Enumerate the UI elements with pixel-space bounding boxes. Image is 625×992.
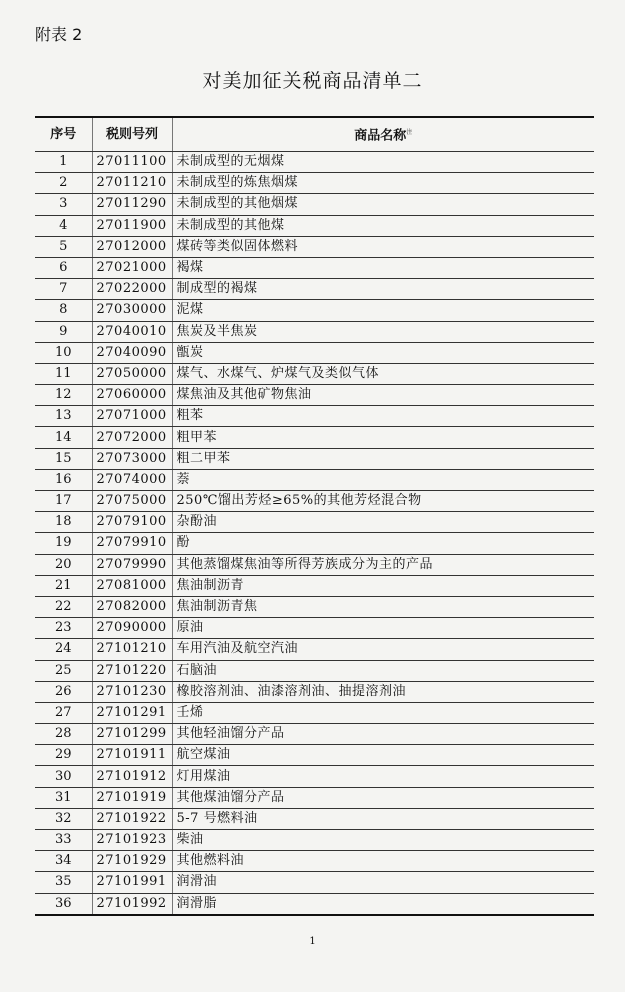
cell-code: 27040090	[92, 342, 172, 363]
cell-seq: 10	[35, 342, 92, 363]
table-row	[35, 257, 594, 278]
table-row	[35, 596, 594, 617]
cell-name: 制成型的褐煤	[172, 279, 594, 300]
table-row	[35, 702, 594, 723]
cell-name: 车用汽油及航空汽油	[172, 639, 594, 660]
cell-code: 27101922	[92, 808, 172, 829]
cell-name: 灯用煤油	[172, 766, 594, 787]
appendix-label: 附表 2	[35, 25, 83, 44]
cell-seq: 36	[35, 893, 92, 915]
table-row	[35, 554, 594, 575]
cell-name: 航空煤油	[172, 745, 594, 766]
table-row	[35, 385, 594, 406]
cell-name: 石脑油	[172, 660, 594, 681]
cell-name: 柴油	[172, 830, 594, 851]
cell-code: 27101992	[92, 893, 172, 915]
cell-name: 橡胶溶剂油、油漆溶剂油、抽提溶剂油	[172, 681, 594, 702]
table-row	[35, 194, 594, 215]
cell-code: 27101210	[92, 639, 172, 660]
cell-seq: 30	[35, 766, 92, 787]
cell-seq: 19	[35, 533, 92, 554]
cell-seq: 6	[35, 257, 92, 278]
cell-name: 未制成型的其他烟煤	[172, 194, 594, 215]
tariff-list-table	[35, 116, 594, 916]
cell-code: 27101923	[92, 830, 172, 851]
table-row	[35, 872, 594, 893]
cell-name: 褐煤	[172, 257, 594, 278]
cell-name: 萘	[172, 469, 594, 490]
cell-name: 焦油制沥青焦	[172, 596, 594, 617]
table-row	[35, 279, 594, 300]
table-row	[35, 851, 594, 872]
table-row	[35, 363, 594, 384]
table-row	[35, 575, 594, 596]
table-row	[35, 342, 594, 363]
table-row	[35, 893, 594, 915]
cell-code: 27075000	[92, 491, 172, 512]
cell-seq: 27	[35, 702, 92, 723]
cell-seq: 26	[35, 681, 92, 702]
cell-seq: 5	[35, 236, 92, 257]
cell-code: 27101220	[92, 660, 172, 681]
cell-name: 其他蒸馏煤焦油等所得芳族成分为主的产品	[172, 554, 594, 575]
cell-code: 27079100	[92, 512, 172, 533]
cell-name: 其他燃料油	[172, 851, 594, 872]
cell-seq: 4	[35, 215, 92, 236]
table-row	[35, 724, 594, 745]
cell-name: 未制成型的其他煤	[172, 215, 594, 236]
cell-name: 其他煤油馏分产品	[172, 787, 594, 808]
table-row	[35, 830, 594, 851]
cell-code: 27101911	[92, 745, 172, 766]
cell-seq: 23	[35, 618, 92, 639]
cell-seq: 24	[35, 639, 92, 660]
table-row	[35, 300, 594, 321]
cell-seq: 1	[35, 152, 92, 173]
table-row	[35, 533, 594, 554]
table-row	[35, 491, 594, 512]
cell-name: 5-7 号燃料油	[172, 808, 594, 829]
table-row	[35, 215, 594, 236]
table-row	[35, 660, 594, 681]
table-row	[35, 173, 594, 194]
column-header-name-label: 商品名称	[354, 128, 407, 144]
cell-code: 27030000	[92, 300, 172, 321]
cell-seq: 2	[35, 173, 92, 194]
cell-code: 27011900	[92, 215, 172, 236]
cell-code: 27082000	[92, 596, 172, 617]
cell-name: 润滑油	[172, 872, 594, 893]
table-row	[35, 512, 594, 533]
cell-code: 27101912	[92, 766, 172, 787]
cell-name: 粗二甲苯	[172, 448, 594, 469]
cell-code: 27050000	[92, 363, 172, 384]
table-row	[35, 448, 594, 469]
cell-code: 27101291	[92, 702, 172, 723]
cell-name: 煤砖等类似固体燃料	[172, 236, 594, 257]
table-body	[35, 152, 594, 915]
cell-code: 27060000	[92, 385, 172, 406]
cell-name: 甑炭	[172, 342, 594, 363]
cell-seq: 21	[35, 575, 92, 596]
cell-code: 27079910	[92, 533, 172, 554]
table-row	[35, 236, 594, 257]
cell-name: 煤气、水煤气、炉煤气及类似气体	[172, 363, 594, 384]
cell-code: 27073000	[92, 448, 172, 469]
cell-code: 27012000	[92, 236, 172, 257]
cell-code: 27081000	[92, 575, 172, 596]
column-header-name	[172, 117, 594, 152]
cell-seq: 17	[35, 491, 92, 512]
cell-seq: 18	[35, 512, 92, 533]
cell-code: 27074000	[92, 469, 172, 490]
table-row	[35, 152, 594, 173]
cell-code: 27101230	[92, 681, 172, 702]
cell-seq: 9	[35, 321, 92, 342]
cell-seq: 14	[35, 427, 92, 448]
table-row	[35, 808, 594, 829]
cell-seq: 11	[35, 363, 92, 384]
cell-name: 原油	[172, 618, 594, 639]
column-header-seq: 序号	[35, 117, 92, 152]
table-row	[35, 745, 594, 766]
cell-seq: 29	[35, 745, 92, 766]
cell-name: 杂酚油	[172, 512, 594, 533]
cell-name: 焦油制沥青	[172, 575, 594, 596]
cell-seq: 20	[35, 554, 92, 575]
cell-name: 壬烯	[172, 702, 594, 723]
cell-code: 27090000	[92, 618, 172, 639]
cell-seq: 12	[35, 385, 92, 406]
table-row	[35, 787, 594, 808]
cell-code: 27022000	[92, 279, 172, 300]
cell-name: 焦炭及半焦炭	[172, 321, 594, 342]
cell-seq: 33	[35, 830, 92, 851]
cell-code: 27101299	[92, 724, 172, 745]
cell-code: 27101991	[92, 872, 172, 893]
cell-name: 未制成型的炼焦烟煤	[172, 173, 594, 194]
cell-seq: 8	[35, 300, 92, 321]
document-title: 对美加征关税商品清单二	[202, 70, 423, 92]
table-row	[35, 427, 594, 448]
table-row	[35, 618, 594, 639]
cell-code: 27011100	[92, 152, 172, 173]
table-row	[35, 681, 594, 702]
column-header-note: 注	[406, 128, 413, 136]
cell-name: 未制成型的无烟煤	[172, 152, 594, 173]
table-header-row	[35, 117, 594, 152]
cell-code: 27101929	[92, 851, 172, 872]
cell-code: 27011290	[92, 194, 172, 215]
cell-code: 27101919	[92, 787, 172, 808]
cell-name: 煤焦油及其他矿物焦油	[172, 385, 594, 406]
cell-seq: 16	[35, 469, 92, 490]
cell-code: 27040010	[92, 321, 172, 342]
cell-seq: 22	[35, 596, 92, 617]
cell-seq: 34	[35, 851, 92, 872]
page-number: 1	[309, 936, 316, 947]
cell-code: 27011210	[92, 173, 172, 194]
cell-code: 27079990	[92, 554, 172, 575]
cell-name: 润滑脂	[172, 893, 594, 915]
table-row	[35, 766, 594, 787]
table-row	[35, 469, 594, 490]
cell-seq: 31	[35, 787, 92, 808]
cell-seq: 28	[35, 724, 92, 745]
cell-code: 27021000	[92, 257, 172, 278]
table-row	[35, 321, 594, 342]
cell-name: 粗甲苯	[172, 427, 594, 448]
cell-seq: 35	[35, 872, 92, 893]
cell-seq: 7	[35, 279, 92, 300]
cell-name: 泥煤	[172, 300, 594, 321]
cell-seq: 13	[35, 406, 92, 427]
cell-name: 粗苯	[172, 406, 594, 427]
cell-name: 其他轻油馏分产品	[172, 724, 594, 745]
column-header-code: 税则号列	[92, 117, 172, 152]
table-row	[35, 639, 594, 660]
cell-name: 酚	[172, 533, 594, 554]
cell-seq: 15	[35, 448, 92, 469]
cell-name: 250℃馏出芳烃≥65%的其他芳烃混合物	[172, 491, 594, 512]
cell-seq: 25	[35, 660, 92, 681]
table-row	[35, 406, 594, 427]
cell-seq: 3	[35, 194, 92, 215]
cell-code: 27071000	[92, 406, 172, 427]
cell-code: 27072000	[92, 427, 172, 448]
cell-seq: 32	[35, 808, 92, 829]
